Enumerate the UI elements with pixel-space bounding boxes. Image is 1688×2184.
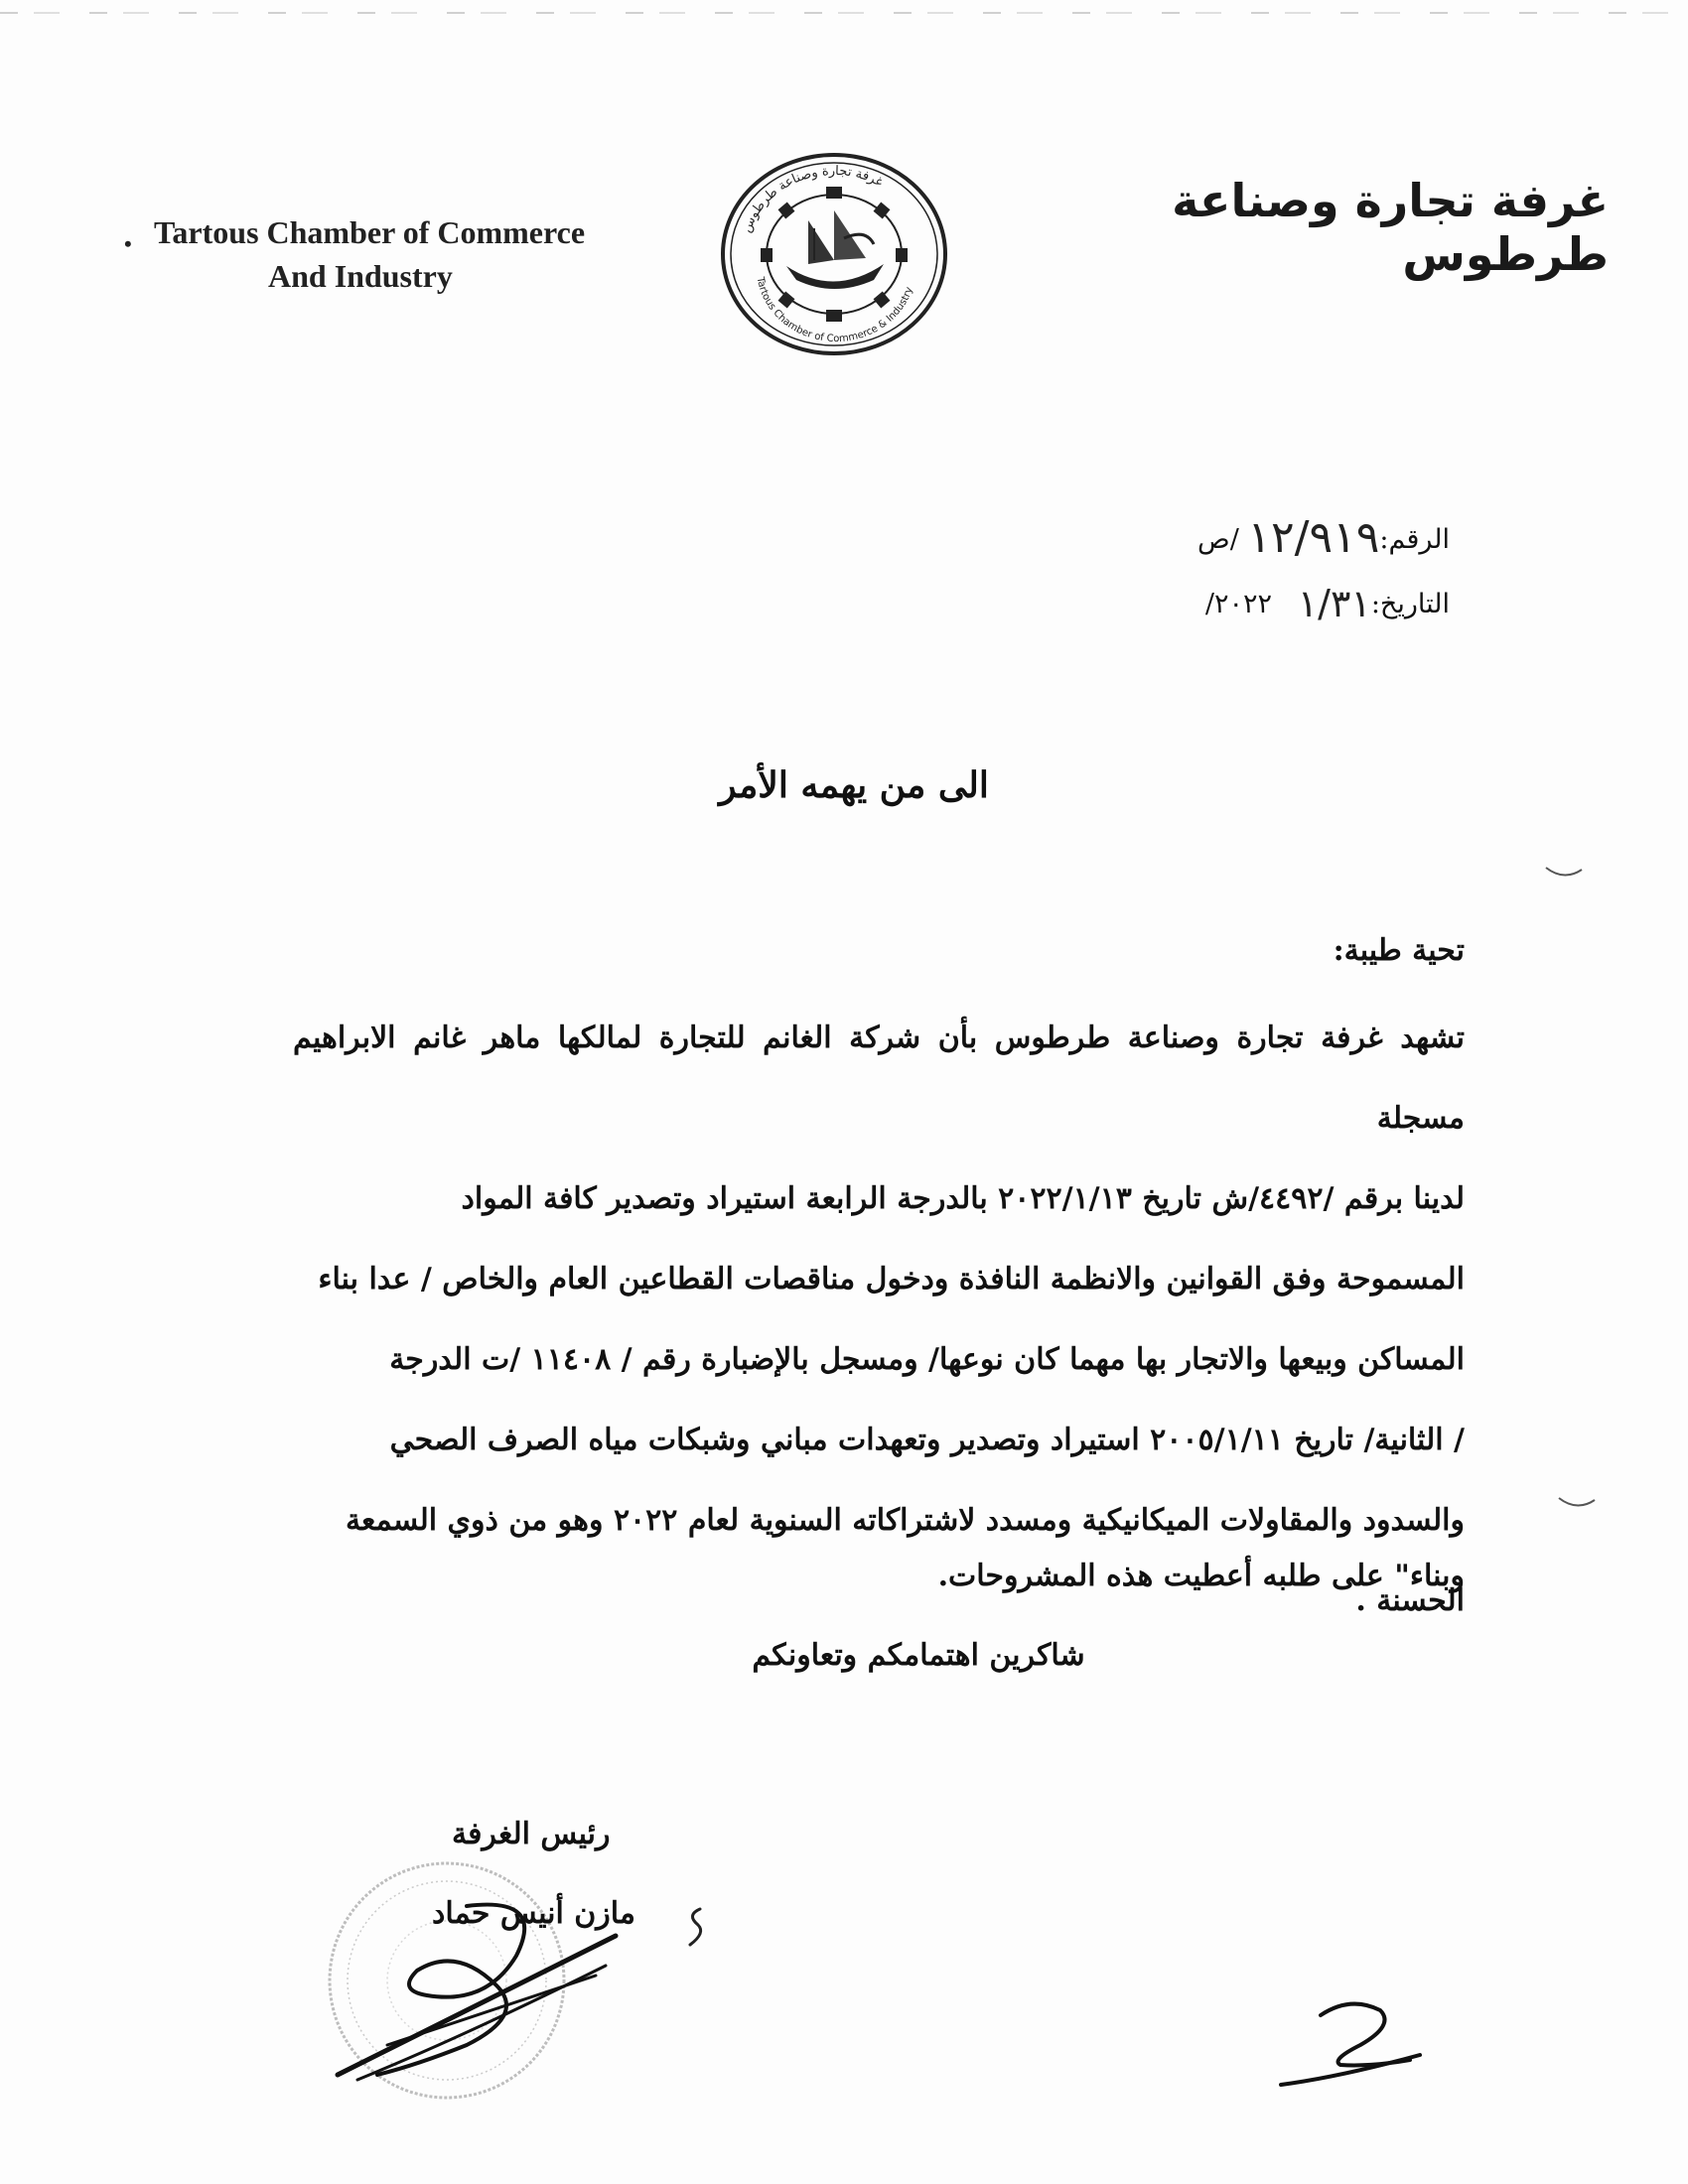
scan-artifact-line	[0, 12, 1688, 14]
letterhead-english-line2: And Industry	[268, 258, 453, 294]
logo-ring-text-ar: غرفة تجارة وصناعة طرطوس	[739, 163, 886, 235]
signatory-name: مازن أنيس حماد	[432, 1896, 635, 1931]
scan-margin-mark	[1544, 864, 1584, 882]
body-line: لدينا برقم /٤٤٩٢/ش تاريخ ٢٠٢٢/١/١٣ بالدرجة الرابعة استيراد وتصدير كافة المواد	[461, 1181, 1465, 1216]
reference-number-value: ١٢/٩١٩	[1247, 512, 1380, 563]
letterhead-arabic: غرفة تجارة وصناعة طرطوس	[1172, 174, 1609, 281]
scan-margin-mark	[1557, 1494, 1597, 1512]
letter-thanks: شاكرين اهتمامكم وتعاونكم	[752, 1638, 1085, 1673]
body-line: / الثانية/ تاريخ ٢٠٠٥/١/١١ استيراد وتصدير وتعهدات مباني وشبكات مياه الصرف الصحي	[389, 1423, 1465, 1457]
reference-number-label: الرقم:	[1379, 524, 1450, 555]
body-line: تشهد غرفة تجارة وصناعة طرطوس بأن شركة الغانم للتجارة لمالكها ماهر غانم الابراهيم مسجلة	[293, 1021, 1465, 1136]
body-line: المسموحة وفق القوانين والانظمة النافذة ودخول مناقصات القطاعين العام والخاص / عدا بناء	[318, 1262, 1465, 1297]
reference-block	[933, 506, 1450, 636]
reference-number-suffix: /ص	[1197, 524, 1239, 555]
reference-date-value: ١/٣١	[1297, 582, 1371, 625]
reference-number-row	[933, 506, 1450, 572]
reference-date-row	[933, 572, 1450, 636]
reference-date-year: ٢٠٢٢/	[1204, 589, 1273, 619]
handwritten-signature	[318, 1876, 626, 2085]
letter-body	[293, 998, 1465, 1641]
signatory-title: رئيس الغرفة	[452, 1817, 611, 1851]
letter-greeting: تحية طيبة:	[1333, 933, 1465, 968]
letter-subject: الى من يهمه الأمر	[719, 764, 989, 806]
body-line: والسدود والمقاولات الميكانيكية ومسدد لاشتراكاته السنوية لعام ٢٠٢٢ وهو من ذوي السمعة	[345, 1503, 1465, 1538]
bullet-mark: •	[124, 231, 132, 256]
chamber-logo-seal	[717, 149, 951, 359]
letterhead-english-line1: Tartous Chamber of Commerce	[154, 214, 586, 250]
handwritten-initial	[1271, 1985, 1430, 2095]
body-line: الحسنة .	[1355, 1583, 1465, 1618]
handwritten-mark	[680, 1901, 710, 1951]
body-line: المساكن وبيعها والاتجار بها مهما كان نوعها/ ومسجل بالإضبارة رقم / ١١٤٠٨ /ت الدرجة	[389, 1342, 1465, 1377]
reference-date-label: التاريخ:	[1370, 589, 1450, 619]
letterhead-english	[124, 210, 720, 298]
letter-closing: وبناء" على طلبه أعطيت هذه المشروحات.	[937, 1559, 1465, 1593]
logo-ring-text-en: Tartous Chamber of Commerce & Industry	[754, 276, 915, 345]
